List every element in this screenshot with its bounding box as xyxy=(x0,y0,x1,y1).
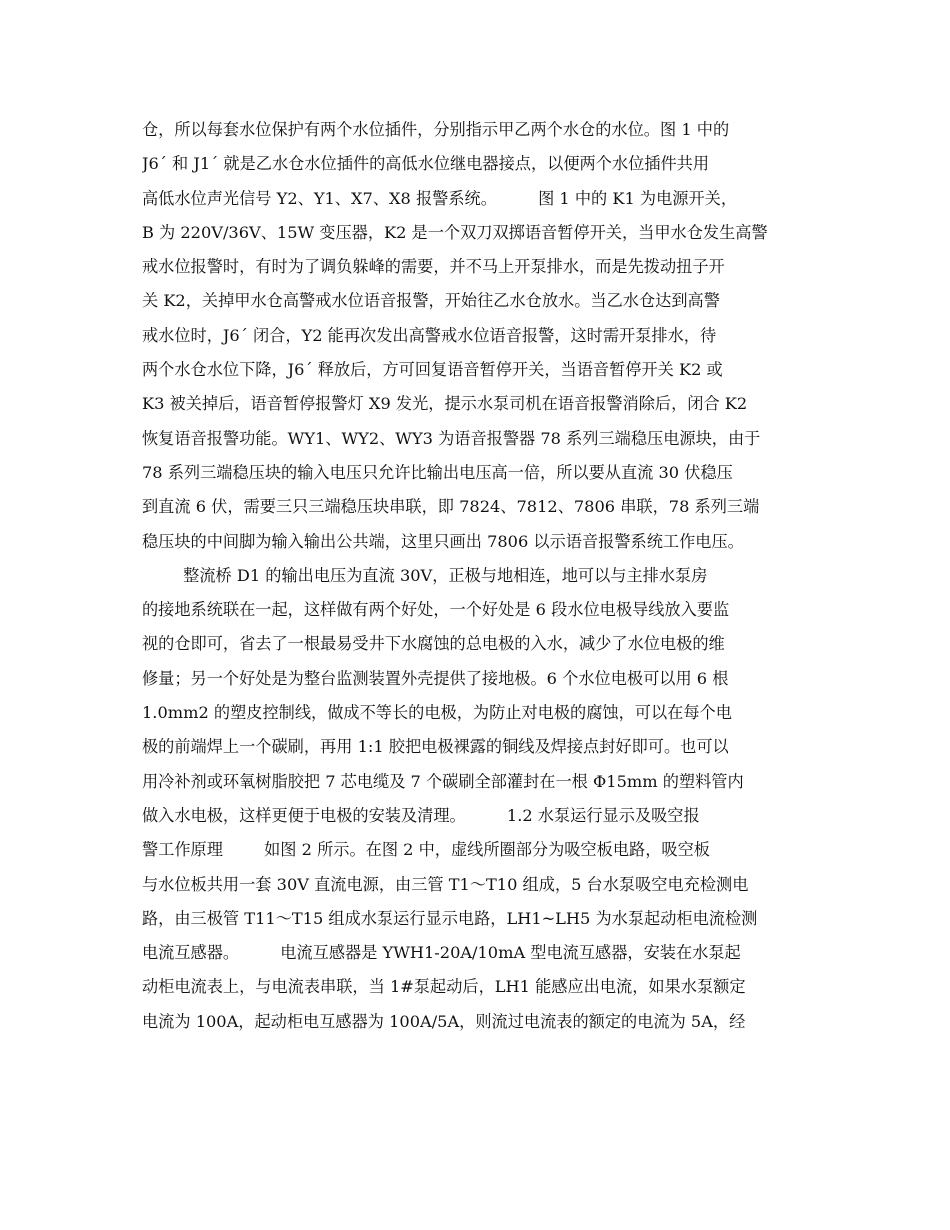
text-line: J6´ 和 J1´ 就是乙水仓水位插件的高低水位继电器接点，以便两个水位插件共用 xyxy=(142,154,710,174)
text-line: 78 系列三端稳压块的输入电压只允许比输出电压高一倍，所以要从直流 30 伏稳压 xyxy=(142,462,733,482)
text-line: 稳压块的中间脚为输入输出公共端，这里只画出 7806 以示语音报警系统工作电压。 xyxy=(142,531,744,551)
text-line: 到直流 6 伏，需要三只三端稳压块串联，即 7824、7812、7806 串联，78 系列三端 xyxy=(142,497,760,517)
text-line: 警工作原理 如图 2 所示。在图 2 中，虚线所圈部分为吸空板电路，吸空板 xyxy=(142,840,710,860)
text-line: 恢复语音报警功能。WY1、WY2、WY3 为语音报警器 78 系列三端稳压电源块，由于 xyxy=(142,428,761,448)
text-line: 整流桥 D1 的输出电压为直流 30V，正极与地相连，地可以与主排水泵房 xyxy=(142,565,708,585)
text-line: K3 被关掉后，语音暂停报警灯 X9 发光，提示水泵司机在语音报警消除后，闭合 K2 xyxy=(142,394,748,414)
text-line: 戒水位时，J6´ 闭合，Y2 能再次发出高警戒水位语音报警，这时需开泵排水，待 xyxy=(142,325,717,345)
text-line: 戒水位报警时，有时为了调负躲峰的需要，并不马上开泵排水，而是先拨动扭子开 xyxy=(142,257,725,277)
text-line: 的接地系统联在一起，这样做有两个好处，一个好处是 6 段水位电极导线放入要监 xyxy=(142,600,730,620)
text-line: 路，由三极管 T11～T15 组成水泵运行显示电路，LH1~LH5 为水泵起动柜电流检测 xyxy=(142,908,758,928)
text-line: 做入水电极，这样更便于电极的安装及清理。 1.2 水泵运行显示及吸空报 xyxy=(142,805,700,825)
text-line: 1.0mm2 的塑皮控制线，做成不等长的电极，为防止对电极的腐蚀，可以在每个电 xyxy=(142,703,732,723)
body-text xyxy=(142,113,842,1039)
text-line: B 为 220V/36V、15W 变压器，K2 是一个双刀双掷语音暂停开关，当甲水仓发生高警 xyxy=(142,222,768,242)
text-line: 动柜电流表上，与电流表串联，当 1#泵起动后，LH1 能感应出电流，如果水泵额定 xyxy=(142,977,746,997)
text-line: 关 K2，关掉甲水仓高警戒水位语音报警，开始往乙水仓放水。当乙水仓达到高警 xyxy=(142,291,720,311)
text-line: 仓，所以每套水位保护有两个水位插件，分别指示甲乙两个水仓的水位。图 1 中的 xyxy=(142,120,730,139)
text-line: 用冷补剂或环氧树脂胶把 7 芯电缆及 7 个碳刷全部灌封在一根 Φ15mm 的塑料管内 xyxy=(142,771,744,791)
text-line: 视的仓即可，省去了一根最易受井下水腐蚀的总电极的入水，减少了水位电极的维 xyxy=(142,634,725,654)
text-line: 与水位板共用一套 30V 直流电源，由三管 T1～T10 组成，5 台水泵吸空电充检测电 xyxy=(142,874,749,894)
text-line: 电流互感器。 电流互感器是 YWH1-20A/10mA 型电流互感器，安装在水泵起 xyxy=(142,943,741,963)
text-line: 修量；另一个好处是为整台监测装置外壳提供了接地极。6 个水位电极可以用 6 根 xyxy=(142,668,729,688)
text-line: 高低水位声光信号 Y2、Y1、X7、X8 报警系统。 图 1 中的 K1 为电源开关， xyxy=(142,188,738,208)
text-line: 两个水仓水位下降，J6´ 释放后，方可回复语音暂停开关，当语音暂停开关 K2 或 xyxy=(142,360,723,380)
text-line: 极的前端焊上一个碳刷，再用 1:1 胶把电极裸露的铜线及焊接点封好即可。也可以 xyxy=(142,737,729,757)
text-line: 电流为 100A，起动柜电互感器为 100A/5A，则流过电流表的额定的电流为 5A，经 xyxy=(142,1011,746,1031)
